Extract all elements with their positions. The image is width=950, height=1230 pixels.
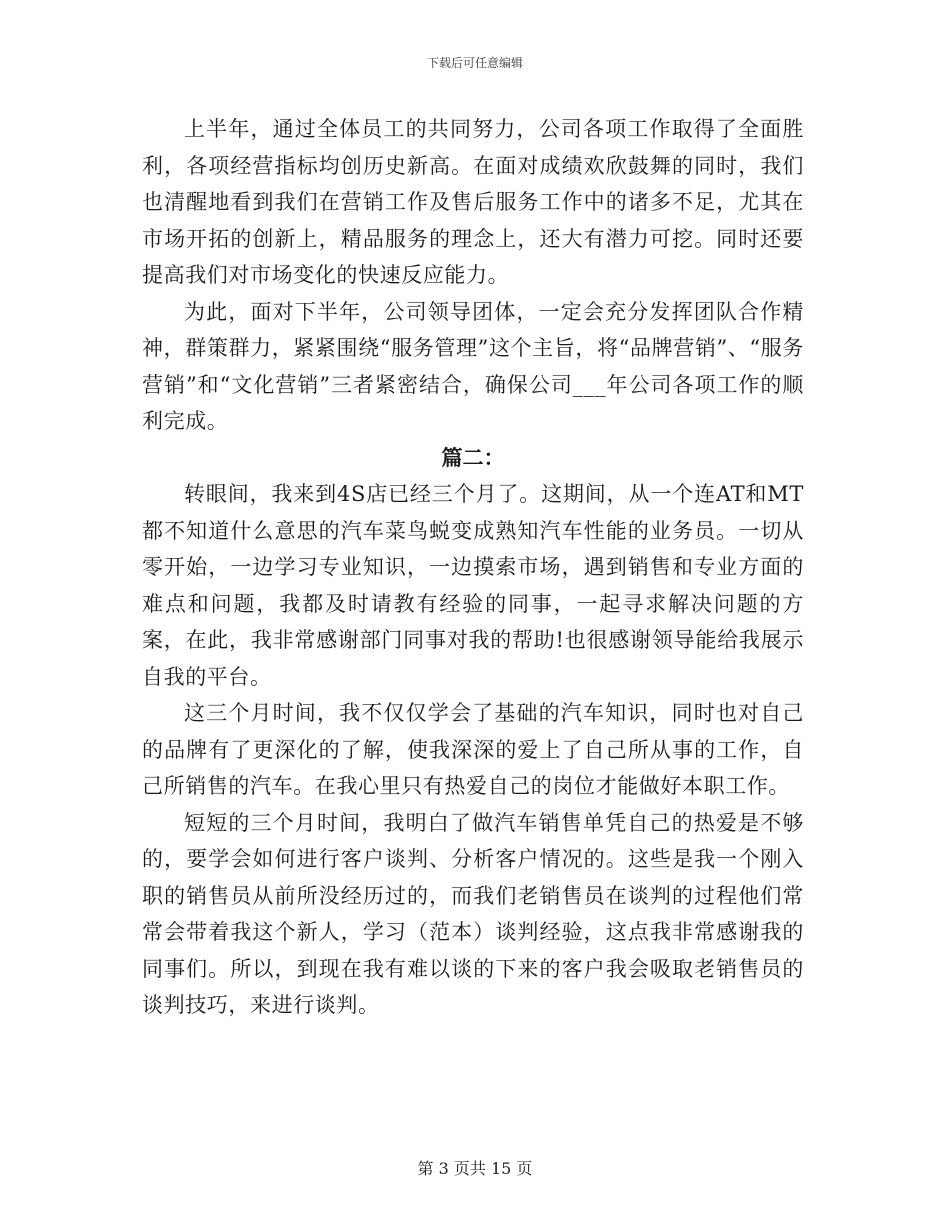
paragraph: 短短的三个月时间，我明白了做汽车销售单凭自己的热爱是不够的，要学会如何进行客户谈判、分析客户情况的。这些是我一个刚入职的销售员从前所没经历过的，而我们老销售员在谈判的过程他们常常会带着我这个新人，学习（范本）谈判经验，这点我非常感谢我的同事们。所以，到现在我有难以谈的下来的客户我会吸取老销售员的谈判技巧，来进行谈判。 <box>142 810 804 1017</box>
document-body <box>142 111 804 1024</box>
paragraph: 上半年，通过全体员工的共同努力，公司各项工作取得了全面胜利，各项经营指标均创历史新高。在面对成绩欢欣鼓舞的同时，我们也清醒地看到我们在营销工作及售后服务工作中的诸多不足，尤其在市场开拓的创新上，精品服务的理念上，还大有潜力可挖。同时还要提高我们对市场变化的快速反应能力。 <box>142 117 804 287</box>
paragraph: 为此，面对下半年，公司领导团体，一定会充分发挥团队合作精神，群策群力，紧紧围绕“服务管理”这个主旨，将“品牌营销”、“服务营销”和“文化营销”三者紧密结合，确保公司___年公司各项工作的顺利完成。 <box>142 299 804 433</box>
paragraph: 转眼间，我来到4S店已经三个月了。这期间，从一个连AT和MT都不知道什么意思的汽车菜鸟蜕变成熟知汽车性能的业务员。一切从零开始，一边学习专业知识，一边摸索市场，遇到销售和专业方面的难点和问题，我都及时请教有经验的同事，一起寻求解决问题的方案，在此，我非常感谢部门同事对我的帮助!也很感谢领导能给我展示自我的平台。 <box>142 482 804 689</box>
paragraph: 这三个月时间，我不仅仅学会了基础的汽车知识，同时也对自己的品牌有了更深化的了解，使我深深的爱上了自己所从事的工作，自己所销售的汽车。在我心里只有热爱自己的岗位才能做好本职工作。 <box>142 701 804 798</box>
page-footer: 第 3 页共 15 页 <box>417 1159 533 1178</box>
section-title: 篇二： <box>441 444 505 470</box>
page-header: 下载后可任意编辑 <box>426 56 523 70</box>
